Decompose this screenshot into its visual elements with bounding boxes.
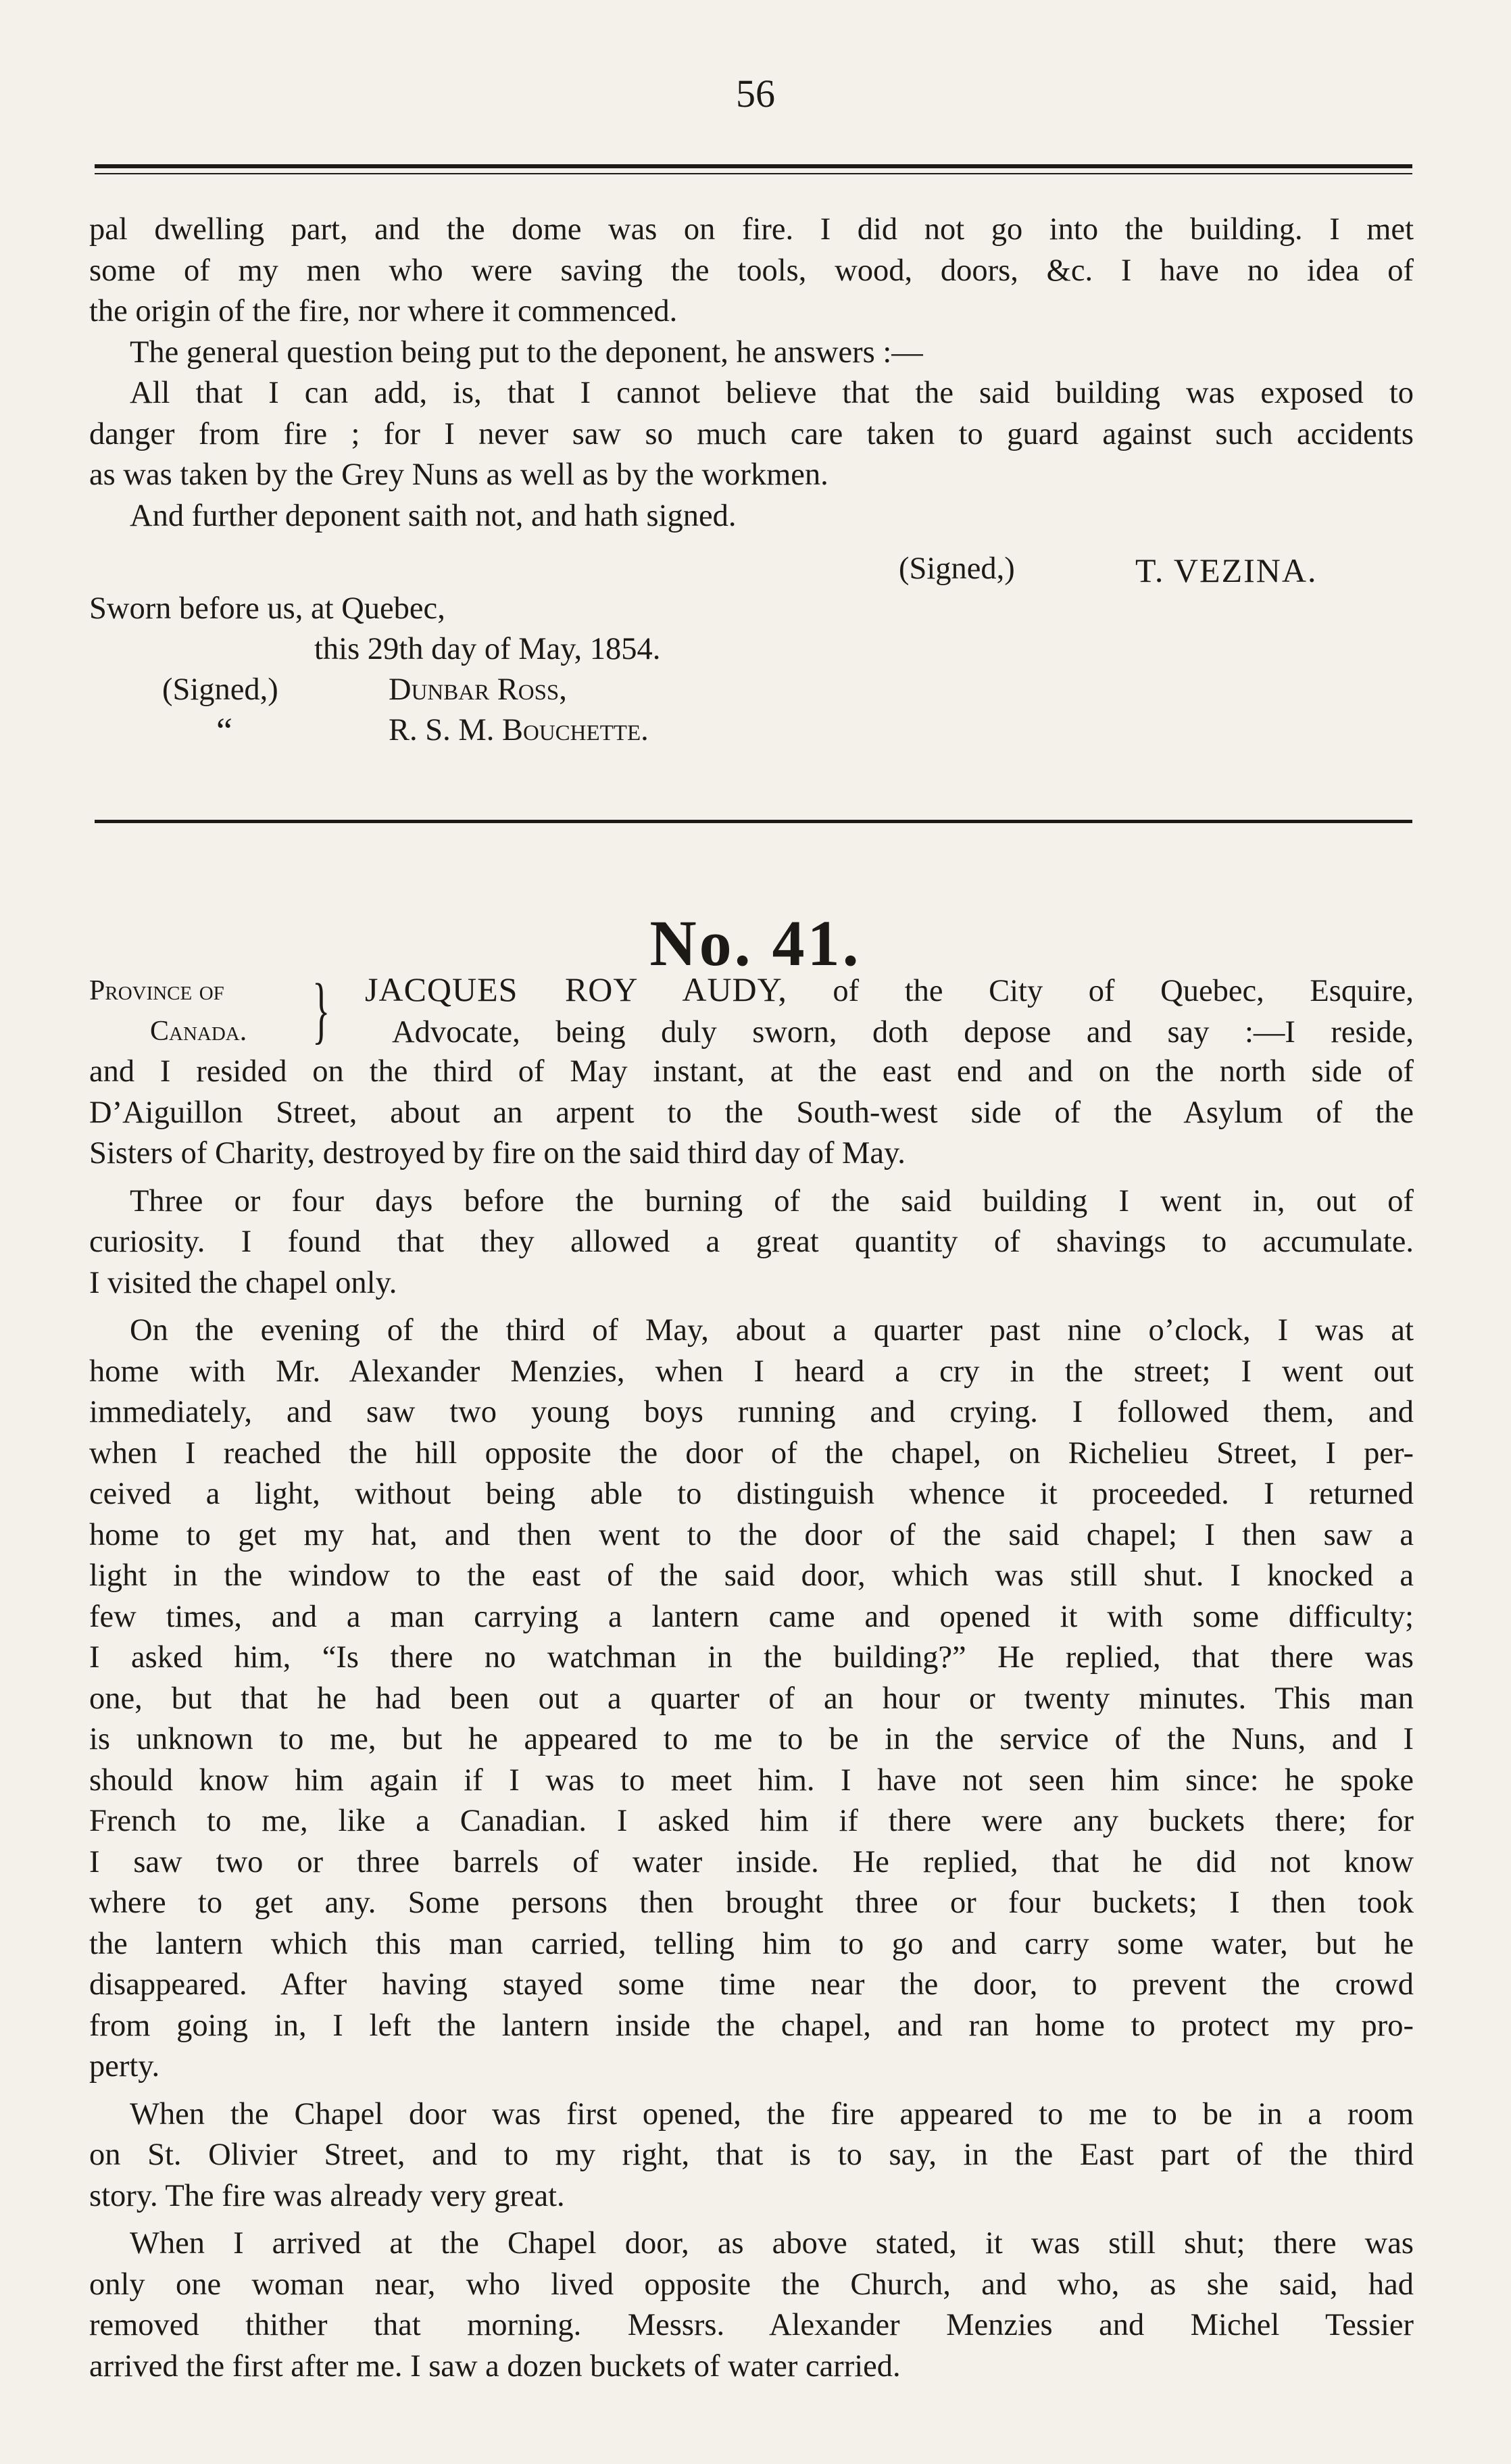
brace-mark: } [312, 968, 330, 1051]
text-line: and I resided on the third of May instant, at the east end and on the north side of [89, 1054, 1414, 1089]
text-line: pal dwelling part, and the dome was on fire. I did not go into the building. I met [89, 212, 1414, 247]
text-line: danger from fire ; for I never saw so much care taken to guard against such accidents [89, 416, 1414, 451]
text-line: few times, and a man carrying a lantern came and opened it with some difficulty; [89, 1599, 1414, 1634]
text-line: on St. Olivier Street, and to my right, that is to say, in the East part of the third [89, 2138, 1414, 2172]
text-line: All that I can add, is, that I cannot believe that the said building was exposed to [130, 376, 1414, 410]
section-rule [95, 820, 1412, 823]
text-line: story. The fire was already very great. [89, 2178, 565, 2213]
text-line: one, but that he had been out a quarter of an hour or twenty minutes. This man [89, 1681, 1414, 1716]
text-line: When the Chapel door was first opened, the fire appeared to me to be in a room [130, 2096, 1414, 2132]
witness-signed-label: (Signed,) [162, 672, 278, 707]
header-rule-thick [95, 164, 1412, 168]
deponent-name: JACQUES ROY AUDY, [365, 970, 787, 1008]
text-line: Three or four days before the burning of the said building I went in, out of [130, 1183, 1414, 1218]
paragraph [89, 1310, 1414, 2088]
province-caption [89, 970, 247, 1052]
further-statement: And further deponent saith not, and hath signed. [130, 498, 737, 533]
general-question: The general question being put to the deponent, he answers :— [130, 335, 923, 370]
page-number: 56 [736, 72, 775, 116]
text-line: from going in, I left the lantern inside the chapel, and ran home to protect my pro- [89, 2008, 1414, 2043]
text-line: light in the window to the east of the said door, which was still shut. I knocked a [89, 1558, 1414, 1593]
text-line: curiosity. I found that they allowed a great quantity of shavings to accumulate. [89, 1225, 1414, 1259]
text-line: is unknown to me, but he appeared to me to be in the service of the Nuns, and I [89, 1722, 1414, 1756]
deposition-heading: No. 41. [649, 907, 862, 979]
text-line: JACQUES ROY AUDY, of the City of Quebec, Esquire, [365, 970, 1414, 1008]
text-line: disappeared. After having stayed some time near the door, to prevent the crowd [89, 1967, 1414, 2002]
text-line: D’Aiguillon Street, about an arpent to the South-west side of the Asylum of the [89, 1095, 1414, 1130]
text-line: I visited the chapel only. [89, 1265, 397, 1300]
text-line: French to me, like a Canadian. I asked him if there were any buckets there; for [89, 1804, 1414, 1838]
continued-deposition [89, 210, 1414, 537]
text-line: some of my men who were saving the tools, wood, doors, &c. I have no idea of [89, 253, 1414, 288]
signer-name: T. VEZINA. [1135, 551, 1318, 589]
text-line: Sisters of Charity, destroyed by fire on the said third day of May. [89, 1136, 906, 1171]
text-line: perty. [89, 2049, 160, 2084]
text-line: only one woman near, who lived opposite the Church, and who, as she said, had [89, 2267, 1414, 2302]
text-line: as was taken by the Grey Nuns as well as by the workmen. [89, 458, 828, 492]
text-line: should know him again if I was to meet him. I have not seen him since: he spoke [89, 1763, 1414, 1798]
witness-name: R. S. M. Bouchette. [389, 713, 649, 747]
deposition-lead [365, 969, 1414, 1053]
province-line: Province of [89, 975, 224, 1006]
text-line: ceived a light, without being able to distinguish whence it proceeded. I returned [89, 1477, 1414, 1511]
text-line: removed thither that morning. Messrs. Alexander Menzies and Michel Tessier [89, 2308, 1414, 2342]
paragraph [89, 2223, 1414, 2387]
text-line: When I arrived at the Chapel door, as above stated, it was still shut; there was [130, 2226, 1414, 2261]
sworn-line: Sworn before us, at Quebec, [89, 591, 445, 626]
witness-name: Dunbar Ross, [389, 672, 567, 707]
text-line: when I reached the hill opposite the door of the chapel, on Richelieu Street, I per- [89, 1435, 1414, 1471]
text-line: immediately, and saw two young boys running and crying. I followed them, and [89, 1395, 1414, 1429]
signed-label: (Signed,) [899, 551, 1015, 586]
ditto-mark: “ [216, 710, 232, 751]
paragraph [89, 1052, 1414, 1175]
text-line: I saw two or three barrels of water inside. He replied, that he did not know [89, 1844, 1414, 1879]
text-line: Advocate, being duly sworn, doth depose and say :—I reside, [392, 1014, 1414, 1050]
header-rule-thin [95, 173, 1412, 174]
paragraph [89, 1181, 1414, 1304]
paragraph [89, 2094, 1414, 2217]
text-line: the origin of the fire, nor where it commenced. [89, 294, 678, 328]
text-line: arrived the first after me. I saw a dozen buckets of water carried. [89, 2348, 901, 2384]
province-line: Canada. [150, 1016, 247, 1047]
text-line: On the evening of the third of May, about a quarter past nine o’clock, I was at [130, 1313, 1414, 1348]
deposition-body [89, 1052, 1414, 2387]
text-line: I asked him, “Is there no watchman in the building?” He replied, that there was [89, 1640, 1414, 1675]
text-line: the lantern which this man carried, telling him to go and carry some water, but he [89, 1926, 1414, 1961]
text-line: home to get my hat, and then went to the door of the said chapel; I then saw a [89, 1517, 1414, 1552]
sworn-date: this 29th day of May, 1854. [314, 632, 661, 666]
text-line: where to get any. Some persons then brought three or four buckets; I then took [89, 1886, 1414, 1920]
text-line: home with Mr. Alexander Menzies, when I heard a cry in the street; I went out [89, 1354, 1414, 1389]
